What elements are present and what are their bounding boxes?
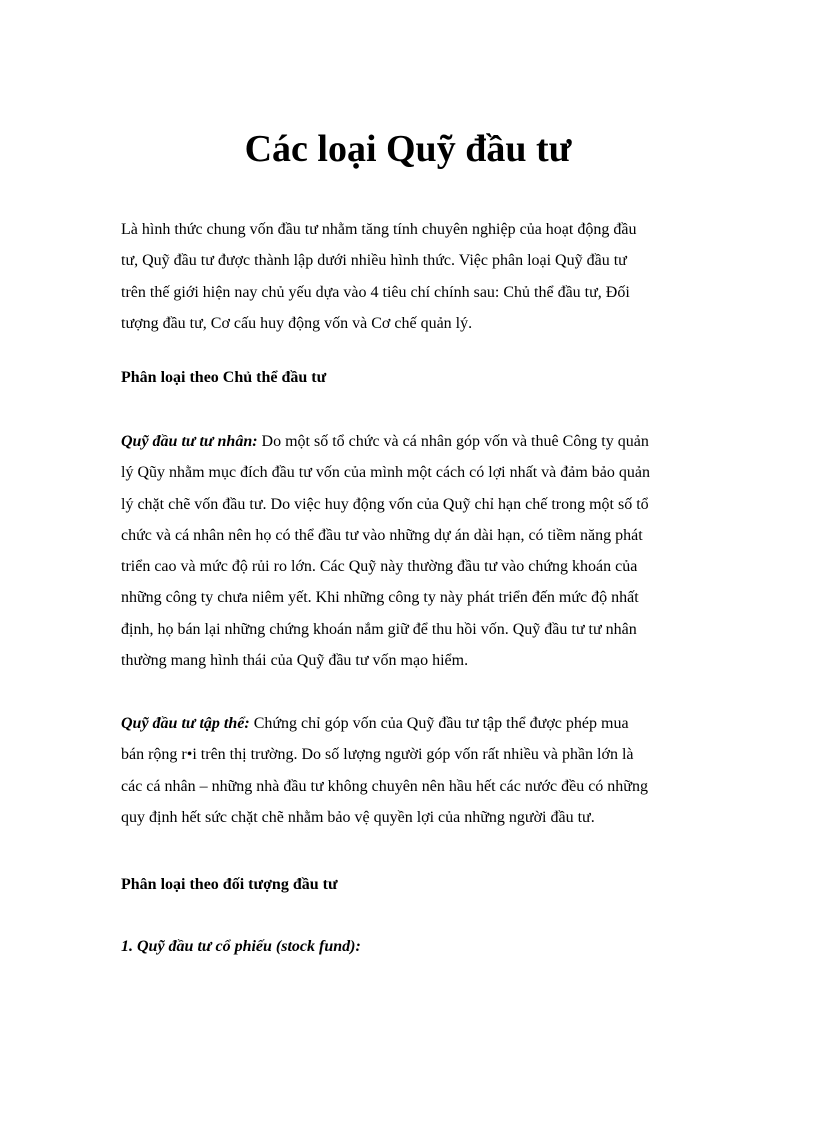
text-line [121, 426, 711, 457]
text-line: các cá nhân – những nhà đầu tư không chuyên nên hầu hết các nước đều có những [121, 777, 648, 795]
text-line: bán rộng r•i trên thị trường. Do số lượng người góp vốn rất nhiều và phần lớn là [121, 746, 634, 764]
collective-fund-paragraph [121, 708, 711, 833]
collective-fund-term: Quỹ đầu tư tập thể: [121, 715, 250, 732]
text-line: định, họ bán lại những chứng khoán nắm giữ để thu hồi vốn. Quỹ đầu tư tư nhân [121, 620, 637, 638]
section-heading-investor: Phân loại theo Chủ thể đầu tư [121, 369, 327, 386]
subsection-heading-stock-fund: 1. Quỹ đầu tư cổ phiếu (stock fund): [121, 938, 361, 955]
text-line: trên thế giới hiện nay chủ yếu dựa vào 4 tiêu chí chính sau: Chủ thể đầu tư, Đối [121, 283, 630, 301]
text-line [121, 708, 711, 739]
intro-paragraph [121, 214, 711, 339]
section-heading-object: Phân loại theo đối tượng đầu tư [121, 876, 338, 893]
text-line: tượng đầu tư, Cơ cấu huy động vốn và Cơ chế quản lý. [121, 314, 473, 332]
private-fund-first-line: Do một số tổ chức và cá nhân góp vốn và thuê Công ty quản [257, 433, 649, 450]
text-line: chức và cá nhân nên họ có thể đầu tư vào những dự án dài hạn, có tiềm năng phát [121, 526, 643, 544]
collective-fund-first-line: Chứng chỉ góp vốn của Quỹ đầu tư tập thể được phép mua [249, 715, 629, 732]
page-title: Các loại Quỹ đầu tư [244, 128, 572, 170]
text-line: lý Qũy nhằm mục đích đầu tư vốn của mình một cách có lợi nhất và đảm bảo quản [121, 464, 650, 482]
text-line: những công ty chưa niêm yết. Khi những công ty này phát triển đến mức độ nhất [121, 589, 639, 607]
private-fund-term: Quỹ đầu tư tư nhân: [121, 433, 258, 450]
text-line: lý chặt chẽ vốn đầu tư. Do việc huy động vốn của Quỹ chỉ hạn chế trong một số tổ [121, 495, 649, 513]
text-line: quy định hết sức chặt chẽ nhằm bảo vệ quyền lợi của những người đầu tư. [121, 808, 595, 826]
text-line: triển cao và mức độ rủi ro lớn. Các Quỹ này thường đầu tư vào chứng khoán của [121, 558, 638, 576]
private-fund-paragraph [121, 426, 711, 676]
text-line: tư, Quỹ đầu tư được thành lập dưới nhiều hình thức. Việc phân loại Quỹ đầu tư [121, 252, 627, 270]
text-line: Là hình thức chung vốn đầu tư nhằm tăng tính chuyên nghiệp của hoạt động đầu [121, 221, 637, 238]
text-line: thường mang hình thái của Quỹ đầu tư vốn mạo hiểm. [121, 652, 469, 670]
